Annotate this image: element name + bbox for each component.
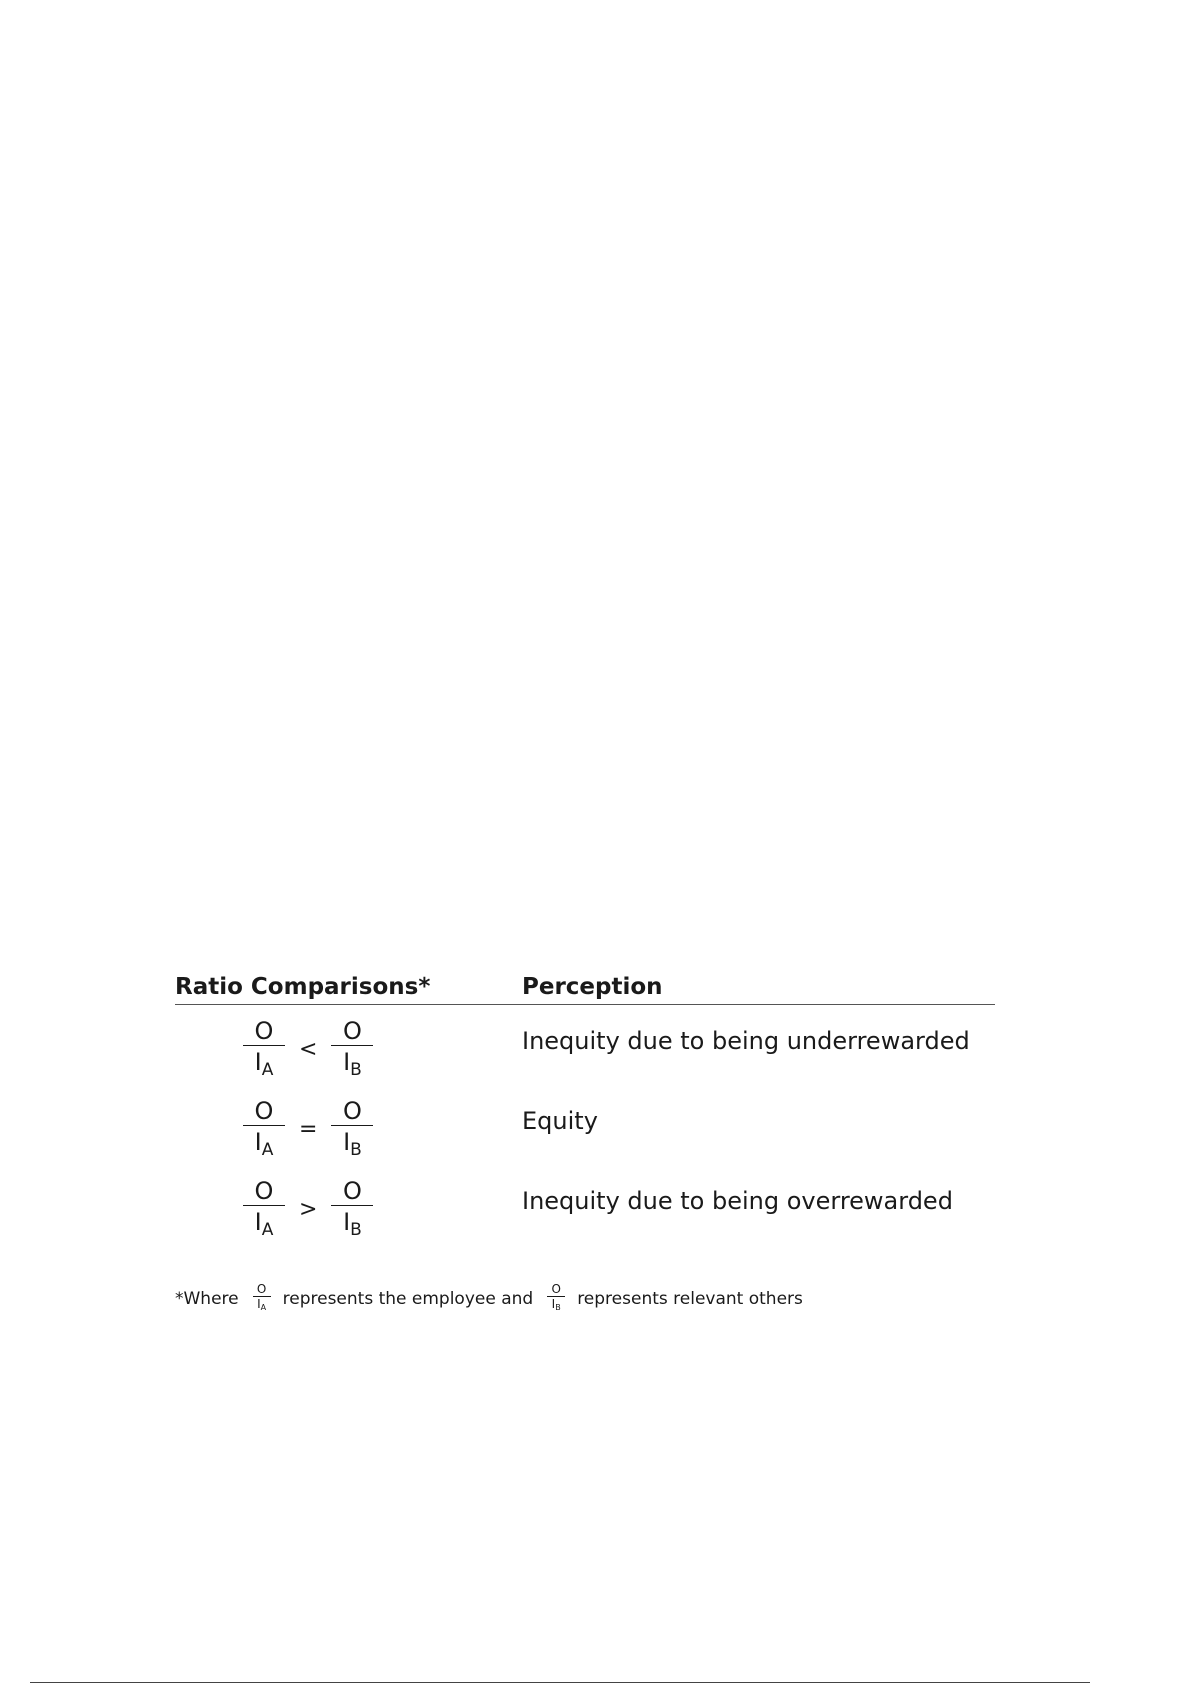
others-ratio-small: $\frac{O}{I_B}$	[547, 1282, 565, 1315]
perception-text: Equity	[522, 1107, 598, 1135]
footnote	[175, 1282, 803, 1315]
outcome-numerator: O	[243, 1017, 285, 1046]
footnote-suffix: represents relevant others	[577, 1288, 803, 1309]
ratio-comparison	[243, 1177, 373, 1246]
input-denominator: $I_B$	[343, 1208, 362, 1240]
others-ratio	[331, 1097, 373, 1166]
employee-ratio	[243, 1017, 285, 1086]
input-denominator: $I_B$	[343, 1128, 362, 1160]
footnote-prefix: *Where	[175, 1288, 239, 1309]
employee-ratio	[243, 1177, 285, 1246]
employee-ratio	[243, 1097, 285, 1166]
input-denominator: $I_B$	[343, 1048, 362, 1080]
comparison-operator: <	[299, 1037, 318, 1062]
table-row	[175, 1165, 995, 1245]
employee-ratio-small: $\frac{O}{I_A}$	[253, 1282, 271, 1315]
input-denominator: $I_A$	[254, 1128, 274, 1160]
page-bottom-rule	[30, 1682, 1090, 1683]
outcome-numerator: O	[331, 1017, 373, 1046]
equity-ratio-figure	[175, 970, 995, 1245]
table-row	[175, 1085, 995, 1165]
ratio-comparison	[243, 1097, 373, 1166]
others-ratio	[331, 1017, 373, 1086]
perception-text: Inequity due to being overrewarded	[522, 1187, 953, 1215]
ratio-comparisons-header: Ratio Comparisons*	[175, 974, 431, 1000]
table-header	[175, 970, 995, 1005]
outcome-numerator: O	[243, 1177, 285, 1206]
table-row	[175, 1005, 995, 1085]
ratio-comparison	[243, 1017, 373, 1086]
outcome-numerator: O	[243, 1097, 285, 1126]
comparison-operator: =	[299, 1117, 318, 1142]
input-denominator: $I_A$	[254, 1048, 274, 1080]
outcome-numerator: O	[331, 1177, 373, 1206]
comparison-operator: >	[299, 1197, 318, 1222]
others-ratio	[331, 1177, 373, 1246]
input-denominator: $I_A$	[254, 1208, 274, 1240]
perception-header: Perception	[522, 974, 663, 1000]
outcome-numerator: O	[331, 1097, 373, 1126]
footnote-middle: represents the employee and	[282, 1288, 534, 1309]
perception-text: Inequity due to being underrewarded	[522, 1027, 970, 1055]
